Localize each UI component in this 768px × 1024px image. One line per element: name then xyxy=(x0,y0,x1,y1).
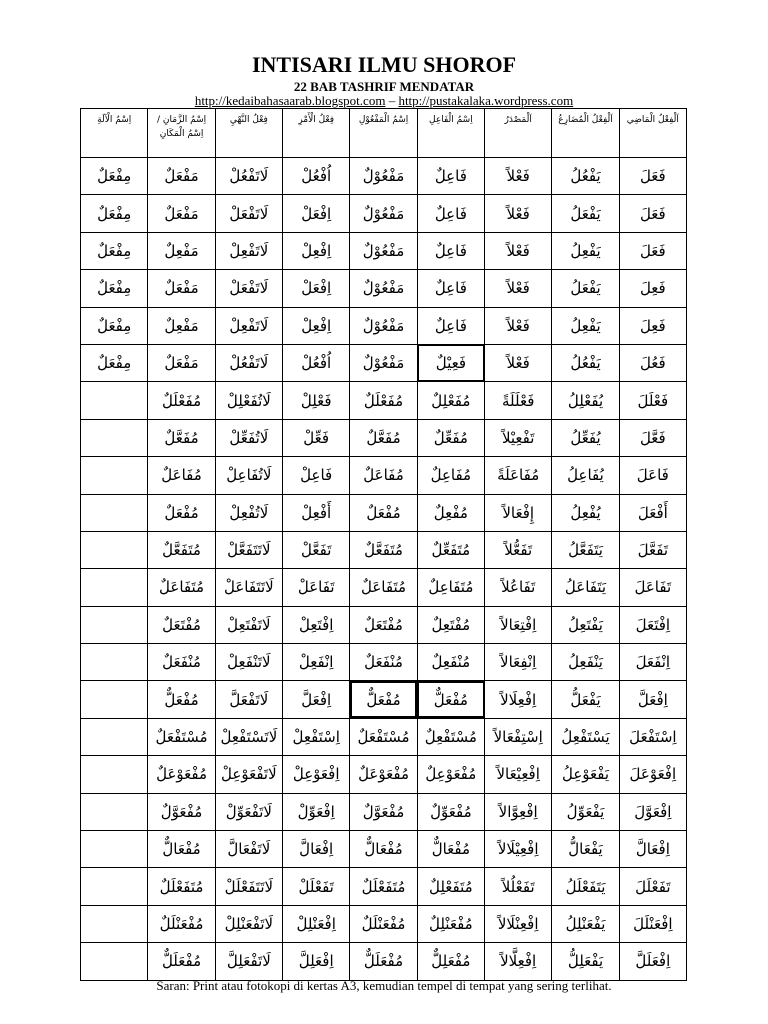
table-cell: فَعْلَلَ xyxy=(619,382,686,419)
table-body xyxy=(81,158,687,981)
table-cell: اِفْتِعَالاً xyxy=(485,606,552,643)
table-cell: لَاتُفَعِّلْ xyxy=(215,419,282,456)
table-cell xyxy=(81,718,148,755)
table-cell: مَفْعُوْلٌ xyxy=(350,344,417,381)
table-row xyxy=(81,232,687,269)
table-cell: يَفْعَنْلِلُ xyxy=(552,905,619,942)
table-cell: يَفْعَوْعِلُ xyxy=(552,756,619,793)
table-cell: مُفْعَنْلَلٌ xyxy=(148,905,215,942)
table-cell: مَفْعُوْلٌ xyxy=(350,195,417,232)
table-cell xyxy=(81,681,148,718)
table-cell: اِفْتَعَلَ xyxy=(619,606,686,643)
table-cell: تَفَعْلُلاً xyxy=(485,868,552,905)
table-cell: فَعْلاً xyxy=(485,232,552,269)
table-cell xyxy=(81,943,148,980)
column-header: اِسْمُ الْآلَةِ xyxy=(81,109,148,158)
table-cell: اِنْفَعِلْ xyxy=(283,644,350,681)
table-cell: اِسْتِفْعَالاً xyxy=(485,718,552,755)
table-row xyxy=(81,718,687,755)
table-cell: مُنْفَعَلٌ xyxy=(148,644,215,681)
table-cell: لَاتَفْعَلَّ xyxy=(215,681,282,718)
table-cell: لَاتُفَعْلِلْ xyxy=(215,382,282,419)
table-cell: لَاتَفْعَالَّ xyxy=(215,831,282,868)
table-cell: مُفْعَالٌّ xyxy=(350,831,417,868)
table-cell: أَفْعِلْ xyxy=(283,494,350,531)
table-cell: يَفْعِلُ xyxy=(552,307,619,344)
column-header: اَلْفِعْلُ الْمُضَارِعُ xyxy=(552,109,619,158)
source-links xyxy=(0,93,768,109)
table-cell: مُفْعَوْعِلٌ xyxy=(417,756,484,793)
table-cell: فَعْلاً xyxy=(485,270,552,307)
table-cell: يُفَاعِلُ xyxy=(552,457,619,494)
table-cell: مُفْعَوْعَلٌ xyxy=(350,756,417,793)
table-cell: لَاتَفْعَلْ xyxy=(215,270,282,307)
page-subtitle: 22 BAB TASHRIF MENDATAR xyxy=(293,79,475,94)
table-cell: أَفْعَلَ xyxy=(619,494,686,531)
table-cell: اِفْعَالَّ xyxy=(619,831,686,868)
wordpress-link[interactable]: http://pustakalaka.wordpress.com xyxy=(398,93,574,108)
table-row xyxy=(81,569,687,606)
table-cell: مُفْعَالٌّ xyxy=(417,831,484,868)
table-cell: لَاتَفْعَوْعِلْ xyxy=(215,756,282,793)
table-cell: فَعِلَ xyxy=(619,270,686,307)
table-cell: لَاتَسْتَفْعِلْ xyxy=(215,718,282,755)
table-cell: مُفَاعَلَةً xyxy=(485,457,552,494)
table-cell: لَاتَفْعَلْ xyxy=(215,195,282,232)
column-header: اَلْفِعْلُ الْمَاضِي xyxy=(619,109,686,158)
link-separator: – xyxy=(385,93,399,108)
table-cell: فَعْلاً xyxy=(485,307,552,344)
table-cell: اِفْعَلَّ xyxy=(619,681,686,718)
table-row xyxy=(81,195,687,232)
table-cell: تَفَاعُلاً xyxy=(485,569,552,606)
table-cell: يَفْعُلُ xyxy=(552,344,619,381)
table-cell: مُفْعَلٌّ xyxy=(350,681,417,718)
table-row xyxy=(81,457,687,494)
table-cell: لَاتَفْعِلْ xyxy=(215,232,282,269)
table-cell: مُفْتَعِلٌ xyxy=(417,606,484,643)
table-cell: اِفْعَنْلَلَ xyxy=(619,905,686,942)
column-header: اَلْمَصْدَرُ xyxy=(485,109,552,158)
table-cell: اِفْعِلْ xyxy=(283,307,350,344)
table-cell: مُفْعَوِّلٌ xyxy=(417,793,484,830)
table-cell: يَفْتَعِلُ xyxy=(552,606,619,643)
table-cell: مَفْعُوْلٌ xyxy=(350,270,417,307)
table-cell: لَاتُفَاعِلْ xyxy=(215,457,282,494)
table-row xyxy=(81,793,687,830)
table-cell: اِفْعِوَّالاً xyxy=(485,793,552,830)
table-cell: اِفْعَوْعَلَ xyxy=(619,756,686,793)
table-cell: مُنْفَعِلٌ xyxy=(417,644,484,681)
table-cell: مَفْعَلٌ xyxy=(148,270,215,307)
table-cell: مَفْعُوْلٌ xyxy=(350,158,417,195)
table-cell: لَاتَفْعُلْ xyxy=(215,344,282,381)
table-cell: اِفْعَوِّلْ xyxy=(283,793,350,830)
table-cell: مُفْعَلَلٌّ xyxy=(350,943,417,980)
table-cell: مَفْعِلٌ xyxy=(148,232,215,269)
table-cell xyxy=(81,831,148,868)
table-cell: لَاتَفْعَوِّلْ xyxy=(215,793,282,830)
table-row xyxy=(81,831,687,868)
table-cell xyxy=(81,494,148,531)
table-cell: مُتَفَعْلَلٌ xyxy=(350,868,417,905)
table-cell: لَاتَفْعَلِلَّ xyxy=(215,943,282,980)
table-cell: فَاعِلٌ xyxy=(417,158,484,195)
table-cell: مُفْعَلِلٌّ xyxy=(417,943,484,980)
table-cell: فَعَلَ xyxy=(619,158,686,195)
table-cell: مِفْعَلٌ xyxy=(81,232,148,269)
table-cell: مِفْعَلٌ xyxy=(81,307,148,344)
table-cell: فَعِّلْ xyxy=(283,419,350,456)
table-cell: مُفْعَوَّلٌ xyxy=(148,793,215,830)
header-row xyxy=(81,109,687,158)
table-cell: فَعْلَلَةً xyxy=(485,382,552,419)
table-cell: اُفْعُلْ xyxy=(283,158,350,195)
table-cell: اِفْعَوَّلَ xyxy=(619,793,686,830)
table-cell: مِفْعَلٌ xyxy=(81,270,148,307)
table-cell: مُفْعَلٌ xyxy=(148,494,215,531)
table-cell: مُفْعَوْعَلٌ xyxy=(148,756,215,793)
table-cell: تَفَعْلَلَ xyxy=(619,868,686,905)
table-row xyxy=(81,419,687,456)
table-cell: تَفَاعَلَ xyxy=(619,569,686,606)
table-cell: مُتَفَعْلَلٌ xyxy=(148,868,215,905)
table-row xyxy=(81,681,687,718)
table-cell: مُتَفَعَّلٌ xyxy=(148,531,215,568)
table-cell xyxy=(81,868,148,905)
table-cell: اِفْعِلَالاً xyxy=(485,681,552,718)
table-cell xyxy=(81,905,148,942)
table-cell: تَفْعِيْلاً xyxy=(485,419,552,456)
table-cell: مُفَعْلَلٌ xyxy=(350,382,417,419)
table-row xyxy=(81,943,687,980)
table-row xyxy=(81,344,687,381)
table-cell: اِنْفِعَالاً xyxy=(485,644,552,681)
table-cell: اِنْفَعَلَ xyxy=(619,644,686,681)
table-cell: مُفَعِّلٌ xyxy=(417,419,484,456)
table-cell: مِفْعَلٌ xyxy=(81,344,148,381)
table-cell: مُتَفَعِّلٌ xyxy=(417,531,484,568)
table-cell: مَفْعَلٌ xyxy=(148,195,215,232)
table-cell: فَعْلِلْ xyxy=(283,382,350,419)
table-cell: مُنْفَعَلٌ xyxy=(350,644,417,681)
table-cell: مُفْعَلَلٌّ xyxy=(148,943,215,980)
column-header: فِعْلُ النَّهْيِ xyxy=(215,109,282,158)
table-cell xyxy=(81,644,148,681)
table-cell: اِفْعَنْلِلْ xyxy=(283,905,350,942)
table-cell: اِفْعَلْ xyxy=(283,270,350,307)
table-cell: يَفْعَالُّ xyxy=(552,831,619,868)
table-cell: لَاتَفْعَنْلِلْ xyxy=(215,905,282,942)
table-cell: مُفْتَعَلٌ xyxy=(148,606,215,643)
table-cell: مِفْعَلٌ xyxy=(81,158,148,195)
table-cell: فَاعِلٌ xyxy=(417,195,484,232)
table-cell: فَاعِلٌ xyxy=(417,232,484,269)
table-cell: فَاعِلٌ xyxy=(417,307,484,344)
table-cell: يَتَفَاعَلُ xyxy=(552,569,619,606)
table-cell: مُفْعَالٌّ xyxy=(148,831,215,868)
table-row xyxy=(81,644,687,681)
table-cell: فَاعَلَ xyxy=(619,457,686,494)
table-cell: اِفْعِنْلَالاً xyxy=(485,905,552,942)
table-cell: مِفْعَلٌ xyxy=(81,195,148,232)
table-cell: يَفْعَلُّ xyxy=(552,681,619,718)
table-cell: تَفَعُّلاً xyxy=(485,531,552,568)
table-cell: لَاتُفْعِلْ xyxy=(215,494,282,531)
table-cell xyxy=(81,382,148,419)
table-cell xyxy=(81,419,148,456)
table-cell: إِفْعَالاً xyxy=(485,494,552,531)
table-row xyxy=(81,494,687,531)
table-cell: مُفَاعَلٌ xyxy=(148,457,215,494)
table-cell: مَفْعِلٌ xyxy=(148,307,215,344)
table-cell xyxy=(81,606,148,643)
table-cell: فَعِلَ xyxy=(619,307,686,344)
table-row xyxy=(81,868,687,905)
table-row xyxy=(81,606,687,643)
table-cell: يُفَعْلِلُ xyxy=(552,382,619,419)
table-cell: يَتَفَعْلَلُ xyxy=(552,868,619,905)
table-cell: يَفْعَلُ xyxy=(552,270,619,307)
table-cell: فَعِيْلٌ xyxy=(417,344,484,381)
table-cell xyxy=(81,457,148,494)
table-cell: يَسْتَفْعِلُ xyxy=(552,718,619,755)
table-cell: فَاعِلٌ xyxy=(417,270,484,307)
table-cell: فَعُلَ xyxy=(619,344,686,381)
table-cell: مَفْعُوْلٌ xyxy=(350,307,417,344)
table-cell: مُسْتَفْعَلٌ xyxy=(148,718,215,755)
table-cell: لَاتَتَفَعَّلْ xyxy=(215,531,282,568)
table-row xyxy=(81,531,687,568)
table-cell: فَعَّلَ xyxy=(619,419,686,456)
table-cell: يَفْعَلُ xyxy=(552,195,619,232)
table-cell: مَفْعَلٌ xyxy=(148,344,215,381)
table-cell: اِفْعَلَلَّ xyxy=(619,943,686,980)
table-cell: يُفَعِّلُ xyxy=(552,419,619,456)
table-cell: اِفْعَوْعِلْ xyxy=(283,756,350,793)
table-cell: مُفَاعِلٌ xyxy=(417,457,484,494)
table-cell: فَعْلاً xyxy=(485,158,552,195)
table-row xyxy=(81,270,687,307)
table-row xyxy=(81,307,687,344)
table-cell: مُتَفَعْلِلٌ xyxy=(417,868,484,905)
page-title: INTISARI ILMU SHOROF xyxy=(251,52,517,77)
table-cell: لَاتَنْفَعِلْ xyxy=(215,644,282,681)
table-cell: مَفْعُوْلٌ xyxy=(350,232,417,269)
blog-link[interactable]: http://kedaibahasaarab.blogspot.com xyxy=(194,93,386,108)
table-cell: فَعْلاً xyxy=(485,344,552,381)
table-cell: فَاعِلْ xyxy=(283,457,350,494)
table-cell: مُفْعَوَّلٌ xyxy=(350,793,417,830)
table-cell: لَاتَتَفَاعَلْ xyxy=(215,569,282,606)
column-header: اِسْمُ الْفَاعِلِ xyxy=(417,109,484,158)
table-cell: يَفْعِلُ xyxy=(552,232,619,269)
table-cell: مُسْتَفْعَلٌ xyxy=(350,718,417,755)
table-cell: لَاتَفْعُلْ xyxy=(215,158,282,195)
table-cell: اِفْعِلَّالاً xyxy=(485,943,552,980)
column-header: اِسْمُ الْمَفْعُوْلِ xyxy=(350,109,417,158)
table-cell: مُفْعِلٌ xyxy=(417,494,484,531)
table-cell: اِفْعِلْ xyxy=(283,232,350,269)
table-cell: اِفْتَعِلْ xyxy=(283,606,350,643)
table-cell: مُفْعَلٌ xyxy=(350,494,417,531)
footer-note: Saran: Print atau fotokopi di kertas A3, kemudian tempel di tempat yang sering terlihat. xyxy=(156,978,612,993)
table-cell: اِفْعِيْلَالاً xyxy=(485,831,552,868)
table-cell: يَفْعَلِلُّ xyxy=(552,943,619,980)
table-cell: مُتَفَاعَلٌ xyxy=(148,569,215,606)
table-cell: اِفْعَلَّ xyxy=(283,681,350,718)
table-cell xyxy=(81,531,148,568)
table-cell: مُفْعَنْلِلٌ xyxy=(417,905,484,942)
table-row xyxy=(81,158,687,195)
table-cell: فَعَلَ xyxy=(619,195,686,232)
table-cell: مُفَعَّلٌ xyxy=(350,419,417,456)
table-cell: فَعَلَ xyxy=(619,232,686,269)
table-cell: يَتَفَعَّلُ xyxy=(552,531,619,568)
table-cell: مُفْعَنْلَلٌ xyxy=(350,905,417,942)
table-cell: اِفْعَالَّ xyxy=(283,831,350,868)
table-cell: مُفَاعَلٌ xyxy=(350,457,417,494)
table-cell: مُفْعَلٌّ xyxy=(148,681,215,718)
table-cell: اُفْعُلْ xyxy=(283,344,350,381)
table-cell: اِسْتَفْعَلَ xyxy=(619,718,686,755)
table-cell: مُتَفَاعِلٌ xyxy=(417,569,484,606)
table-cell: مُفْعَلٌّ xyxy=(417,681,484,718)
table-cell: لَاتَفْعِلْ xyxy=(215,307,282,344)
column-header: فِعْلُ الْأَمْرِ xyxy=(283,109,350,158)
table-cell xyxy=(81,756,148,793)
table-cell: اِفْعِيْعَالاً xyxy=(485,756,552,793)
table-cell: مُفَعْلِلٌ xyxy=(417,382,484,419)
table-cell: يَنْفَعِلُ xyxy=(552,644,619,681)
table-cell: مُفْتَعَلٌ xyxy=(350,606,417,643)
table-cell: مُفَعَّلٌ xyxy=(148,419,215,456)
tashrif-table xyxy=(80,108,687,981)
table-cell: يَفْعُلُ xyxy=(552,158,619,195)
table-cell: يَفْعَوِّلُ xyxy=(552,793,619,830)
table-cell: اِسْتَفْعِلْ xyxy=(283,718,350,755)
table-cell: يُفْعِلُ xyxy=(552,494,619,531)
table-cell: مُتَفَاعَلٌ xyxy=(350,569,417,606)
table-cell: مَفْعَلٌ xyxy=(148,158,215,195)
table-cell: مُسْتَفْعِلٌ xyxy=(417,718,484,755)
table-row xyxy=(81,756,687,793)
table-cell: اِفْعَلْ xyxy=(283,195,350,232)
table-cell: مُفَعْلَلٌ xyxy=(148,382,215,419)
table-cell: لَاتَفْتَعِلْ xyxy=(215,606,282,643)
table-cell: اِفْعَلِلَّ xyxy=(283,943,350,980)
table-cell: لَاتَتَفَعْلَلْ xyxy=(215,868,282,905)
table-cell xyxy=(81,793,148,830)
table-row xyxy=(81,905,687,942)
table-cell: تَفَعَّلْ xyxy=(283,531,350,568)
table-cell xyxy=(81,569,148,606)
table-row xyxy=(81,382,687,419)
table-cell: تَفَعْلَلْ xyxy=(283,868,350,905)
table-cell: مُتَفَعَّلٌ xyxy=(350,531,417,568)
table-cell: فَعْلاً xyxy=(485,195,552,232)
column-header: اِسْمُ الزَّمَانِ / اِسْمُ الْمَكَانِ xyxy=(148,109,215,158)
table-cell: تَفَاعَلْ xyxy=(283,569,350,606)
table-cell: تَفَعَّلَ xyxy=(619,531,686,568)
